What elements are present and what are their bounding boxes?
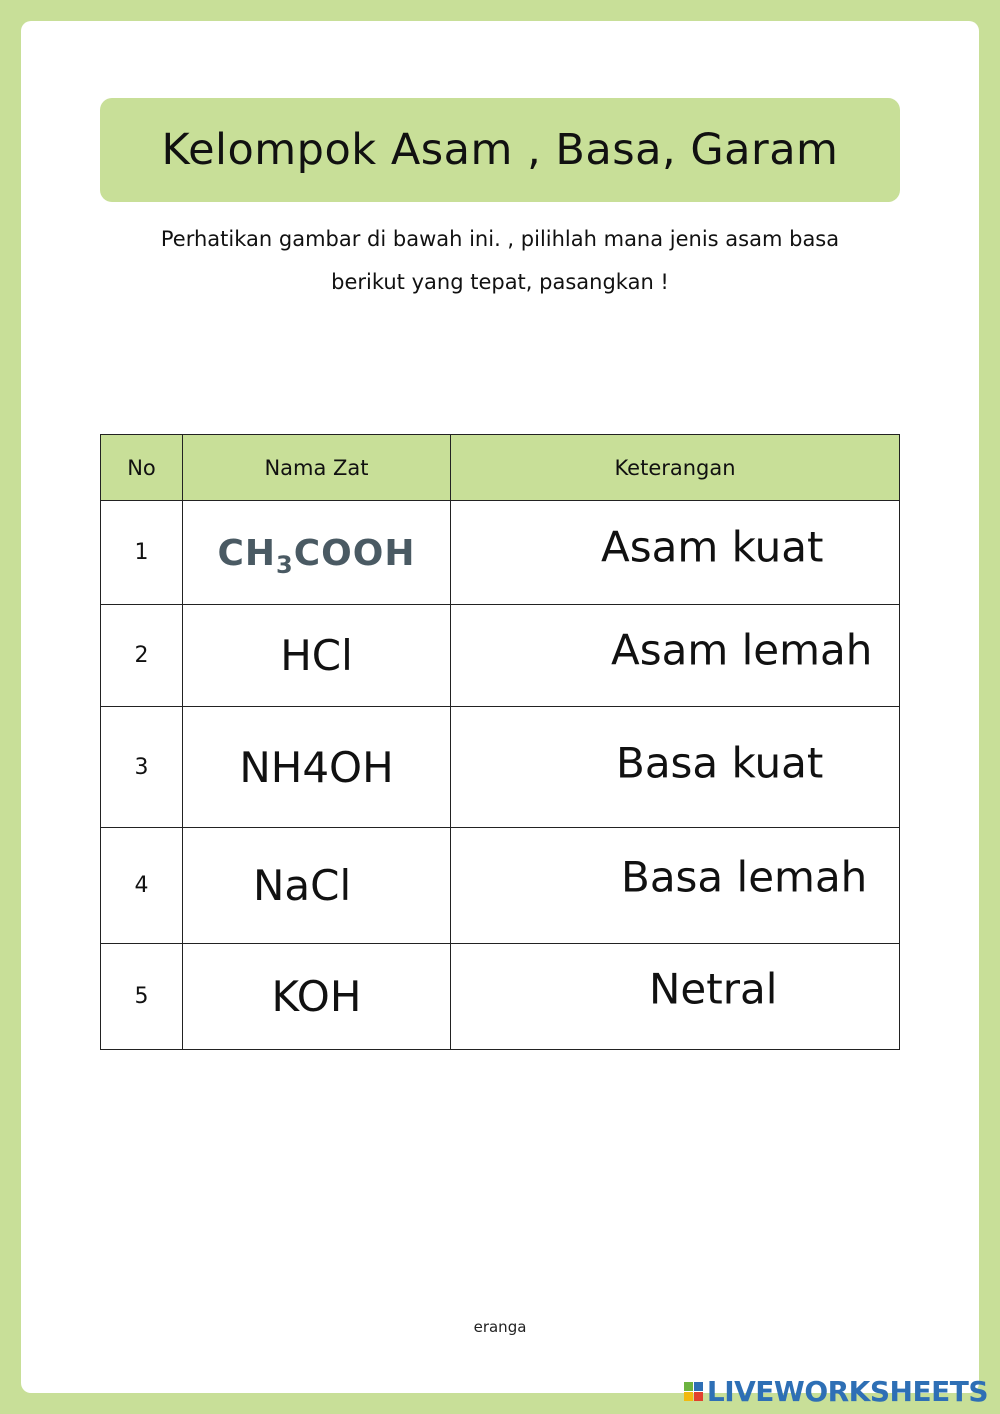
footer-author: eranga xyxy=(473,1318,527,1336)
header-ket: Keterangan xyxy=(451,435,900,501)
description-label[interactable]: Asam lemah xyxy=(611,625,873,675)
substance-name: HCl xyxy=(183,605,451,707)
brand-name: LIVEWORKSHEETS xyxy=(706,1375,988,1408)
table-header-row xyxy=(101,435,900,501)
table-row xyxy=(101,501,900,605)
table-row xyxy=(101,605,900,707)
table-row xyxy=(101,944,900,1050)
description-cell xyxy=(451,707,900,828)
substance-name: KOH xyxy=(183,944,451,1050)
row-number: 4 xyxy=(101,828,183,944)
instructions-line-2: berikut yang tepat, pasangkan ! xyxy=(331,270,669,294)
row-number: 5 xyxy=(101,944,183,1050)
substance-name: NH4OH xyxy=(183,707,451,828)
description-cell xyxy=(451,944,900,1050)
substance-name: NaCl xyxy=(183,828,451,944)
instructions-line-1: Perhatikan gambar di bawah ini. , pilihlah mana jenis asam basa xyxy=(160,227,840,251)
description-cell xyxy=(451,501,900,605)
row-number: 2 xyxy=(101,605,183,707)
liveworksheets-logo[interactable] xyxy=(684,1375,988,1408)
row-number: 1 xyxy=(101,501,183,605)
instructions xyxy=(100,218,900,304)
liveworksheets-icon xyxy=(684,1382,703,1401)
description-label[interactable]: Basa kuat xyxy=(616,738,824,788)
header-no: No xyxy=(101,435,183,501)
description-cell xyxy=(451,605,900,707)
header-name: Nama Zat xyxy=(183,435,451,501)
matching-table xyxy=(100,434,900,1050)
page-title: Kelompok Asam , Basa, Garam xyxy=(161,125,839,175)
title-banner xyxy=(100,98,900,202)
description-label[interactable]: Asam kuat xyxy=(601,522,824,572)
description-cell xyxy=(451,828,900,944)
description-label[interactable]: Basa lemah xyxy=(621,852,868,902)
row-number: 3 xyxy=(101,707,183,828)
table-row xyxy=(101,707,900,828)
substance-name xyxy=(183,501,451,605)
description-label[interactable]: Netral xyxy=(649,964,778,1014)
table-row xyxy=(101,828,900,944)
formula-acetic-acid: $CH_3COOH$ xyxy=(217,532,416,580)
